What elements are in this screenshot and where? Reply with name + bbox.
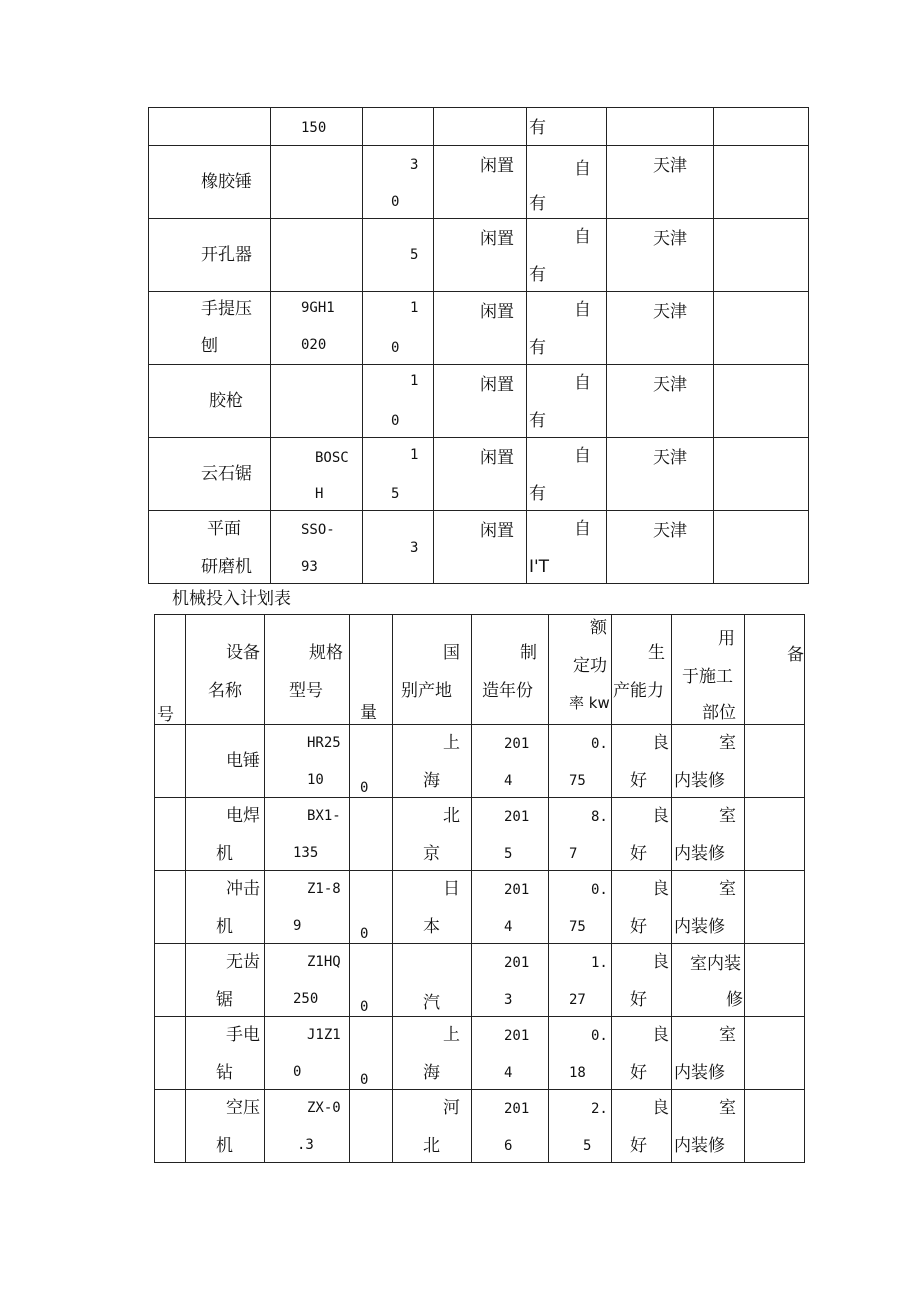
- header-origin: 别产地: [401, 681, 452, 701]
- table-row: [149, 219, 809, 292]
- table-row: [149, 146, 809, 219]
- header-year: 造年份: [482, 681, 533, 701]
- model: Z1-8: [307, 881, 341, 897]
- status: 闲置: [480, 156, 514, 176]
- table-row: [155, 1017, 805, 1090]
- capacity: 好: [630, 917, 647, 937]
- origin: 河: [443, 1098, 460, 1118]
- header-power: 率 kw: [569, 694, 610, 712]
- capacity: 良: [652, 733, 669, 753]
- status: 闲置: [480, 229, 514, 249]
- qty: 1: [410, 373, 419, 389]
- ownership: 有: [529, 484, 546, 504]
- header-capacity: 生: [648, 643, 665, 663]
- capacity: 好: [630, 990, 647, 1010]
- table-row: [155, 871, 805, 944]
- usage: 室: [719, 806, 736, 826]
- equipment-name: 平面: [207, 519, 241, 539]
- power: 5: [583, 1138, 592, 1154]
- usage: 修: [726, 990, 743, 1010]
- header-model: 规格: [309, 643, 343, 663]
- header-usage: 于施工: [682, 667, 733, 687]
- power: 0.: [591, 882, 608, 898]
- year: 201: [504, 1101, 530, 1117]
- qty: 3: [410, 540, 419, 556]
- year: 201: [504, 809, 530, 825]
- location: 天津: [653, 448, 687, 468]
- equipment-name: 空压: [226, 1098, 260, 1118]
- qty: 0: [391, 194, 400, 210]
- year: 4: [504, 1065, 513, 1081]
- location: 天津: [653, 229, 687, 249]
- ownership: 有: [529, 118, 546, 138]
- equipment-name: 机: [216, 1136, 233, 1156]
- location: 天津: [653, 302, 687, 322]
- capacity: 好: [630, 1063, 647, 1083]
- table-caption: 机械投入计划表: [172, 589, 291, 609]
- equipment-name: 电锤: [226, 751, 260, 771]
- table-row: [149, 438, 809, 511]
- equipment-name: 云石锯: [201, 464, 252, 484]
- ownership: 有: [529, 194, 546, 214]
- capacity: 良: [652, 1098, 669, 1118]
- power: 2.: [591, 1101, 608, 1117]
- qty: 0: [391, 413, 400, 429]
- header-no: 号: [157, 705, 174, 725]
- usage: 内装修: [674, 844, 725, 864]
- location: 天津: [653, 156, 687, 176]
- equipment-name: 手提压: [201, 299, 252, 319]
- header-capacity: 产能力: [613, 681, 664, 701]
- power: 7: [569, 846, 578, 862]
- model: SSO-: [301, 522, 335, 538]
- status: 闲置: [480, 521, 514, 541]
- power: 1.: [591, 955, 608, 971]
- header-model: 型号: [289, 681, 323, 701]
- power: 18: [569, 1065, 586, 1081]
- model: 9: [293, 918, 302, 934]
- usage: 室内装: [690, 954, 741, 974]
- ownership: 自: [574, 446, 591, 466]
- year: 5: [504, 846, 513, 862]
- origin: 海: [423, 771, 440, 791]
- qty: 3: [410, 157, 419, 173]
- capacity: 好: [630, 1136, 647, 1156]
- capacity: 良: [652, 1025, 669, 1045]
- table-row: [155, 944, 805, 1017]
- header-qty: 量: [360, 703, 377, 723]
- location: 天津: [653, 521, 687, 541]
- equipment-name: 无齿: [226, 952, 260, 972]
- origin: 本: [423, 917, 440, 937]
- power: 27: [569, 992, 586, 1008]
- header-power: 额: [590, 618, 607, 638]
- capacity: 良: [652, 806, 669, 826]
- qty: 5: [391, 486, 400, 502]
- capacity: 良: [652, 879, 669, 899]
- usage: 内装修: [674, 771, 725, 791]
- power: 75: [569, 919, 586, 935]
- ownership: 有: [529, 338, 546, 358]
- ownership: I'T: [529, 557, 550, 577]
- model: 135: [293, 845, 319, 861]
- equipment-name: 胶枪: [209, 391, 243, 411]
- origin: 上: [443, 1025, 460, 1045]
- model: 10: [307, 772, 324, 788]
- usage: 内装修: [674, 1136, 725, 1156]
- ownership: 自: [574, 300, 591, 320]
- table-row: [149, 108, 809, 146]
- year: 201: [504, 1028, 530, 1044]
- year: 3: [504, 992, 513, 1008]
- qty: 0: [360, 1072, 369, 1088]
- capacity: 好: [630, 771, 647, 791]
- ownership: 有: [529, 265, 546, 285]
- equipment-name: 冲击: [226, 879, 260, 899]
- power: 8.: [591, 809, 608, 825]
- year: 6: [504, 1138, 513, 1154]
- model: 9GH1: [301, 300, 335, 316]
- status: 闲置: [480, 448, 514, 468]
- header-usage: 用: [718, 629, 735, 649]
- model: ZX-0: [307, 1100, 341, 1116]
- year: 201: [504, 955, 530, 971]
- model: 93: [301, 559, 318, 575]
- model: 020: [301, 337, 327, 353]
- ownership: 有: [529, 411, 546, 431]
- qty: 5: [410, 247, 419, 263]
- origin: 京: [423, 844, 440, 864]
- location: 天津: [653, 375, 687, 395]
- equipment-name: 锯: [216, 990, 233, 1010]
- equipment-name: 刨: [201, 336, 218, 356]
- usage: 室: [719, 1025, 736, 1045]
- ownership: 自: [574, 519, 591, 539]
- table-row: [155, 798, 805, 871]
- origin: 北: [423, 1136, 440, 1156]
- model: 250: [293, 991, 319, 1007]
- origin: 汽: [423, 993, 440, 1013]
- table-row: [155, 725, 805, 798]
- usage: 室: [719, 879, 736, 899]
- machinery-plan-table: [154, 614, 805, 1163]
- header-row: [155, 615, 805, 725]
- ownership: 自: [574, 159, 591, 179]
- origin: 上: [443, 733, 460, 753]
- year: 4: [504, 773, 513, 789]
- table-row: [155, 1090, 805, 1163]
- status: 闲置: [480, 302, 514, 322]
- origin: 北: [443, 806, 460, 826]
- qty: 0: [360, 780, 369, 796]
- origin: 日: [443, 879, 460, 899]
- table-row: [149, 365, 809, 438]
- model: HR25: [307, 735, 341, 751]
- usage: 内装修: [674, 1063, 725, 1083]
- model: .3: [297, 1137, 314, 1153]
- model: 150: [301, 120, 327, 136]
- model: BX1-: [307, 808, 341, 824]
- table-row: [149, 511, 809, 584]
- year: 4: [504, 919, 513, 935]
- table-row: [149, 292, 809, 365]
- model: Z1HQ: [307, 954, 341, 970]
- model: H: [315, 486, 324, 502]
- equipment-name: 钻: [216, 1063, 233, 1083]
- equipment-name: 开孔器: [201, 245, 252, 265]
- header-origin: 国: [443, 643, 460, 663]
- equipment-name: 橡胶锤: [201, 172, 252, 192]
- model: 0: [293, 1064, 302, 1080]
- usage: 内装修: [674, 917, 725, 937]
- qty: 0: [360, 926, 369, 942]
- header-remark: 备: [787, 645, 804, 665]
- power: 0.: [591, 1028, 608, 1044]
- year: 201: [504, 882, 530, 898]
- equipment-name: 手电: [226, 1025, 260, 1045]
- usage: 室: [719, 1098, 736, 1118]
- capacity: 好: [630, 844, 647, 864]
- model: J1Z1: [307, 1027, 341, 1043]
- ownership: 自: [574, 227, 591, 247]
- ownership: 自: [574, 373, 591, 393]
- header-name: 名称: [208, 681, 242, 701]
- qty: 1: [410, 447, 419, 463]
- origin: 海: [423, 1063, 440, 1083]
- equipment-name: 电焊: [226, 806, 260, 826]
- qty: 1: [410, 300, 419, 316]
- model: BOSC: [315, 450, 349, 466]
- equipment-name: 研磨机: [201, 557, 252, 577]
- capacity: 良: [652, 952, 669, 972]
- usage: 室: [719, 733, 736, 753]
- header-power: 定功: [573, 656, 607, 676]
- header-year: 制: [520, 643, 537, 663]
- equipment-name: 机: [216, 917, 233, 937]
- year: 201: [504, 736, 530, 752]
- qty: 0: [391, 340, 400, 356]
- power: 0.: [591, 736, 608, 752]
- qty: 0: [360, 999, 369, 1015]
- status: 闲置: [480, 375, 514, 395]
- header-usage: 部位: [702, 703, 736, 723]
- power: 75: [569, 773, 586, 789]
- equipment-table: [148, 107, 809, 584]
- equipment-name: 机: [216, 844, 233, 864]
- header-name: 设备: [226, 643, 260, 663]
